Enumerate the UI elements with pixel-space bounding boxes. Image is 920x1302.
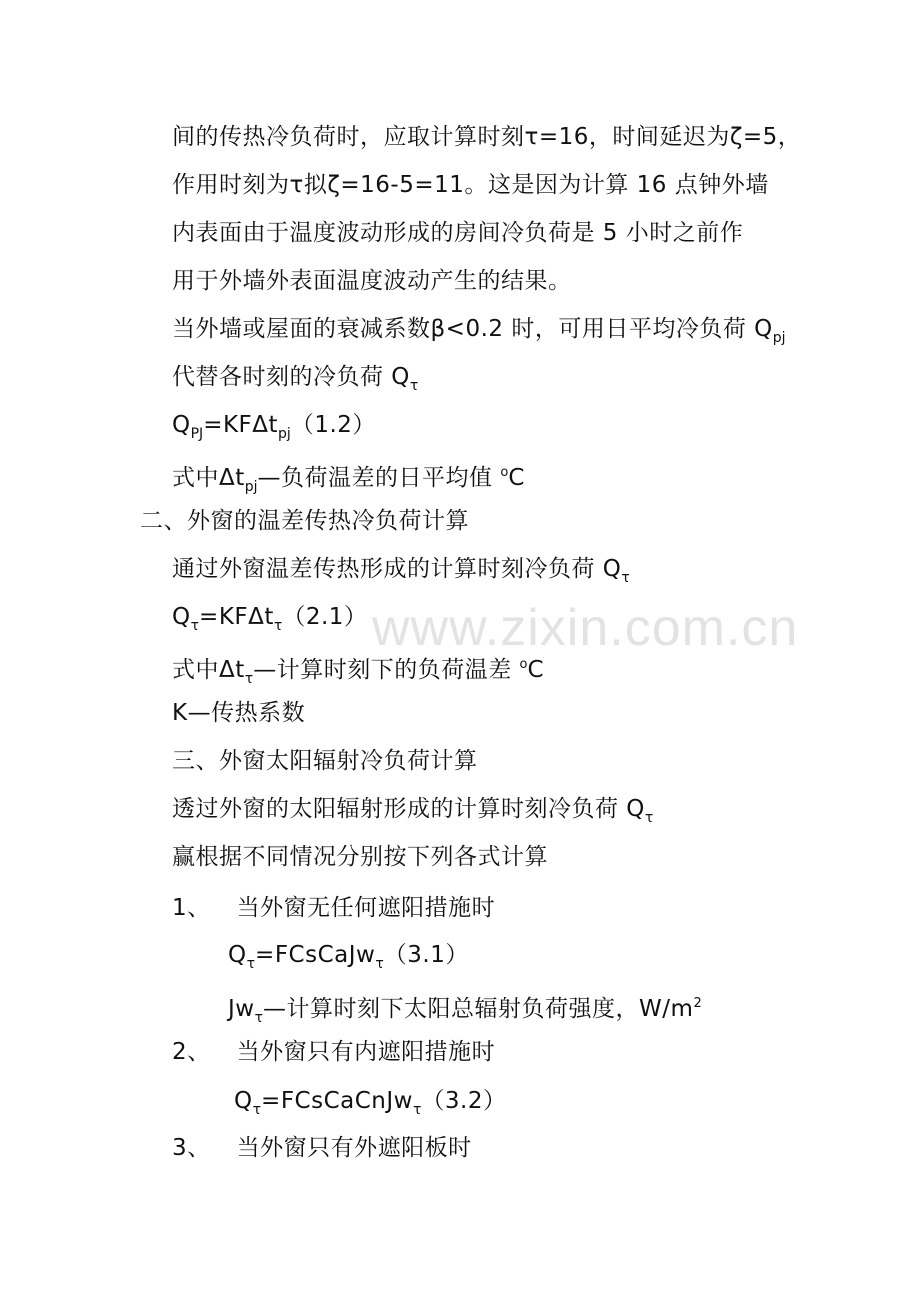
paragraph-line xyxy=(172,362,418,401)
subscript: τ xyxy=(412,1102,422,1118)
definition-line: K—传热系数 xyxy=(172,700,306,726)
subscript: τ xyxy=(273,618,283,634)
formula-symbol: Q xyxy=(234,1088,253,1114)
paragraph-line: 用于外墙外表面温度波动产生的结果。 xyxy=(172,268,572,294)
line-text: Jw xyxy=(228,996,255,1022)
definition-line xyxy=(228,989,702,1033)
line-text: 当外墙或屋面的衰减系数β<0.2 时，可用日平均冷负荷 Q xyxy=(172,316,773,342)
superscript: o xyxy=(519,657,528,672)
section-heading: 三、外窗太阳辐射冷负荷计算 xyxy=(172,748,478,774)
subscript: τ xyxy=(409,378,419,394)
paragraph-line: 内表面由于温度波动形成的房间冷负荷是 5 小时之前作 xyxy=(172,220,744,246)
formula-body: =KFΔt xyxy=(199,604,274,630)
list-text: 当外窗只有内遮阳措施时 xyxy=(236,1039,496,1065)
list-item xyxy=(172,893,495,923)
equation-number: （3.1） xyxy=(383,942,469,968)
equation-number: （2.1） xyxy=(282,604,368,630)
subscript: pj xyxy=(772,330,786,346)
section-heading: 二、外窗的温差传热冷负荷计算 xyxy=(140,508,469,534)
formula-symbol: Q xyxy=(172,412,191,438)
list-number: 3、 xyxy=(172,1135,211,1161)
subscript: τ xyxy=(190,618,200,634)
subscript: τ xyxy=(644,810,654,826)
formula-body: =KFΔt xyxy=(203,412,279,438)
subscript: τ xyxy=(246,956,256,972)
subscript: pj xyxy=(278,426,291,442)
line-text: —计算时刻下太阳总辐射负荷强度，W/m xyxy=(263,996,694,1022)
paragraph-line: 作用时刻为τ拟ζ=16-5=11。这是因为计算 16 点钟外墙 xyxy=(172,172,769,198)
equation-number: （1.2） xyxy=(290,412,376,438)
formula-3-1 xyxy=(228,940,469,979)
subscript: pj xyxy=(244,479,258,495)
line-text: 透过外窗的太阳辐射形成的计算时刻冷负荷 Q xyxy=(172,796,645,822)
equation-number: （3.2） xyxy=(421,1088,507,1114)
subscript: τ xyxy=(254,1010,264,1026)
formula-symbol: Q xyxy=(228,942,247,968)
subscript: PJ xyxy=(190,426,204,442)
list-item xyxy=(172,1037,495,1067)
superscript: 2 xyxy=(693,996,702,1011)
unit: C xyxy=(527,657,545,683)
formula-3-2 xyxy=(234,1086,507,1125)
formula-symbol: Q xyxy=(172,604,191,630)
list-text: 当外窗无任何遮阳措施时 xyxy=(236,895,496,921)
list-text: 当外窗只有外遮阳板时 xyxy=(236,1135,472,1161)
paragraph-line: 赢根据不同情况分别按下列各式计算 xyxy=(172,844,548,870)
line-text: 代替各时刻的冷负荷 Q xyxy=(172,364,410,390)
unit: C xyxy=(508,465,525,491)
line-text: 式中Δt xyxy=(172,465,245,491)
formula-body: =FCsCaJw xyxy=(255,942,376,968)
definition-line xyxy=(172,458,525,502)
subscript: τ xyxy=(621,570,630,586)
superscript: o xyxy=(500,465,509,480)
line-text: —计算时刻下的负荷温差 xyxy=(253,657,512,683)
subscript: τ xyxy=(375,956,384,972)
line-text: 通过外窗温差传热形成的计算时刻冷负荷 Q xyxy=(172,556,622,582)
formula-body: =FCsCaCnJw xyxy=(261,1088,413,1114)
paragraph-line: 间的传热冷负荷时，应取计算时刻τ=16，时间延迟为ζ=5， xyxy=(172,124,802,150)
paragraph-line xyxy=(172,314,786,353)
formula-2-1 xyxy=(172,602,367,641)
paragraph-line xyxy=(172,554,630,593)
list-item xyxy=(172,1133,472,1163)
definition-line xyxy=(172,650,544,694)
paragraph-line xyxy=(172,794,653,833)
list-number: 2、 xyxy=(172,1039,211,1065)
line-text: 式中Δt xyxy=(172,657,245,683)
subscript: τ xyxy=(244,671,254,687)
subscript: τ xyxy=(252,1102,262,1118)
list-number: 1、 xyxy=(172,895,211,921)
watermark: www.zixin.com.cn xyxy=(372,599,799,657)
formula-1-2 xyxy=(172,410,376,449)
line-text: —负荷温差的日平均值 xyxy=(257,465,493,491)
